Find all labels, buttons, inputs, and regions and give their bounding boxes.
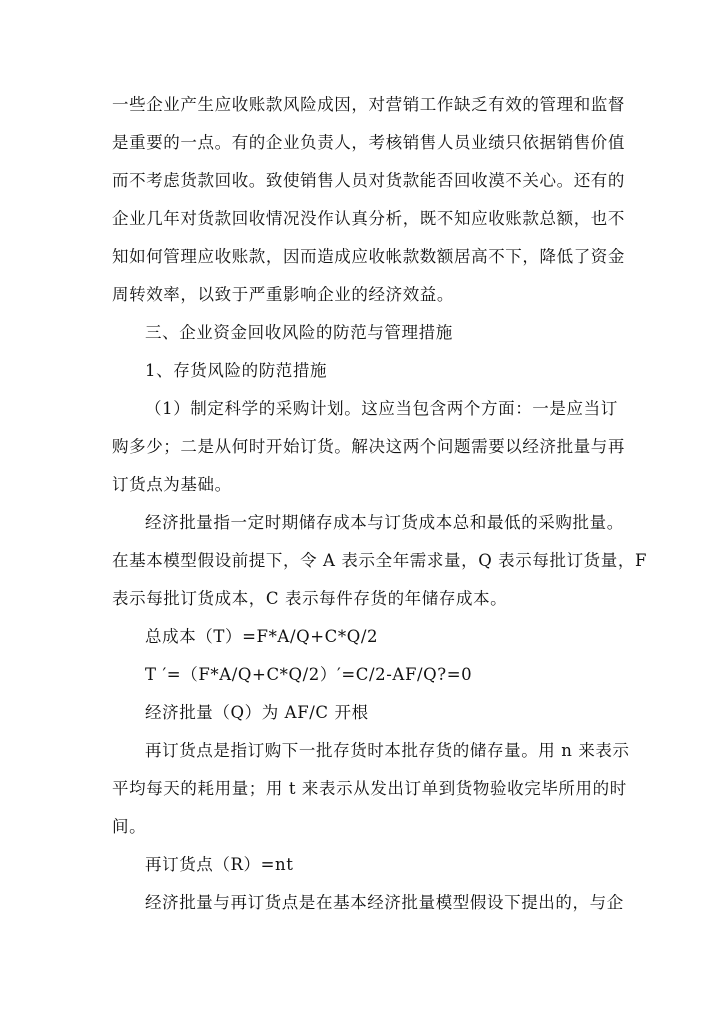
section-heading: 三、企业资金回收风险的防范与管理措施: [145, 323, 453, 342]
paragraph-line: 间。: [112, 817, 147, 836]
paragraph-line: 表示每批订货成本，C 表示每件存货的年储存成本。: [112, 589, 508, 608]
paragraph-line: 购多少；二是从何时开始订货。解决这两个问题需要以经济批量与再: [112, 437, 625, 456]
paragraph-line: 企业几年对货款回收情况没作认真分析，既不知应收账款总额，也不: [112, 209, 625, 228]
paragraph-line: 订货点为基础。: [112, 475, 232, 494]
paragraph-line: 再订货点是指订购下一批存货时本批存货的储存量。用 n 来表示: [145, 741, 630, 760]
paragraph-line: 知如何管理应收账款，因而造成应收帐款数额居高不下，降低了资金: [112, 247, 625, 266]
paragraph-line: 在基本模型假设前提下，令 A 表示全年需求量，Q 表示每批订货量，F: [112, 551, 648, 570]
formula-line: 总成本（T）=F*A/Q+C*Q/2: [145, 627, 379, 646]
paragraph-line: （1）制定科学的采购计划。这应当包含两个方面：一是应当订: [145, 399, 618, 418]
paragraph-line: 而不考虑货款回收。致使销售人员对货款能否回收漠不关心。还有的: [112, 171, 625, 190]
subsection-heading: 1、存货风险的防范措施: [145, 361, 328, 380]
paragraph-line: 一些企业产生应收账款风险成因，对营销工作缺乏有效的管理和监督: [112, 95, 625, 114]
paragraph-line: 经济批量与再订货点是在基本经济批量模型假设下提出的，与企: [145, 893, 624, 912]
paragraph-line: 是重要的一点。有的企业负责人，考核销售人员业绩只依据销售价值: [112, 133, 625, 152]
paragraph-line: 平均每天的耗用量；用 t 来表示从发出订单到货物验收完毕所用的时: [112, 779, 627, 798]
formula-line: T ′=（F*A/Q+C*Q/2）′=C/2-AF/Q?=0: [145, 665, 473, 684]
formula-line: 再订货点（R）=nt: [145, 855, 294, 874]
paragraph-line: 经济批量指一定时期储存成本与订货成本总和最低的采购批量。: [145, 513, 624, 532]
paragraph-line: 周转效率，以致于严重影响企业的经济效益。: [112, 285, 454, 304]
formula-line: 经济批量（Q）为 AF/C 开根: [145, 703, 369, 722]
